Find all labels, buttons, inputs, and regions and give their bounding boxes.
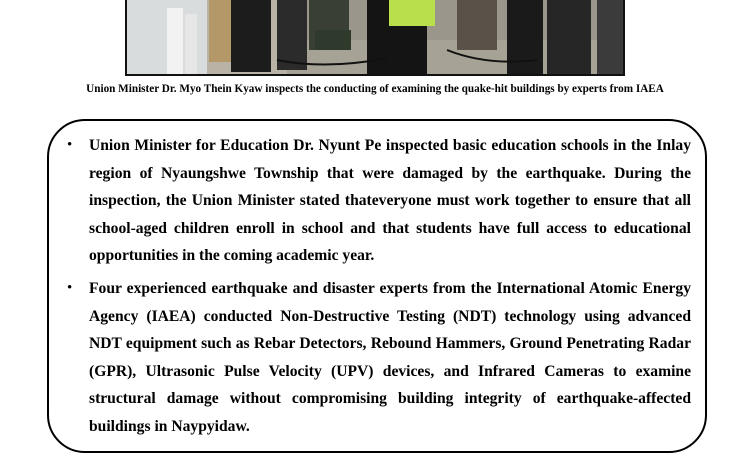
bullet-list <box>67 132 691 446</box>
bullet-item-iaea <box>67 275 691 441</box>
bullet-text: Four experienced earthquake and disaster experts from the International Atomic Energy Agency (IAEA) conducted Non-Destructive Testing (NDT) technology using advanced NDT equipment such as Rebar Detectors, Rebound Hammers, Ground Penetrating Radar (GPR), Ultrasonic Pulse Velocity (UPV) devices, and Infrared Cameras to examine structural damage without compromising building integrity of earthquake-affected buildings in Naypyidaw. <box>89 279 691 435</box>
summary-box <box>47 119 707 453</box>
photo-caption: Union Minister Dr. Myo Thein Kyaw inspects the conducting of examining the quake-hit buildings by experts from IAEA <box>86 83 664 95</box>
bullet-icon: • <box>67 137 73 153</box>
bullet-icon: • <box>67 279 73 296</box>
inspection-photo-illustration <box>127 0 625 76</box>
bullet-item-education <box>67 132 691 270</box>
inspection-photo <box>125 0 625 76</box>
bullet-text: Union Minister for Education Dr. Nyunt Pe inspected basic education schools in the Inlay region of Nyaungshwe Township that were damaged by the earthquake. During the inspection, the Union Minister stated thateveryone must work together to ensure that all school-aged children enroll in school and that students have full access to educational opportunities in the coming academic year. <box>89 137 691 265</box>
